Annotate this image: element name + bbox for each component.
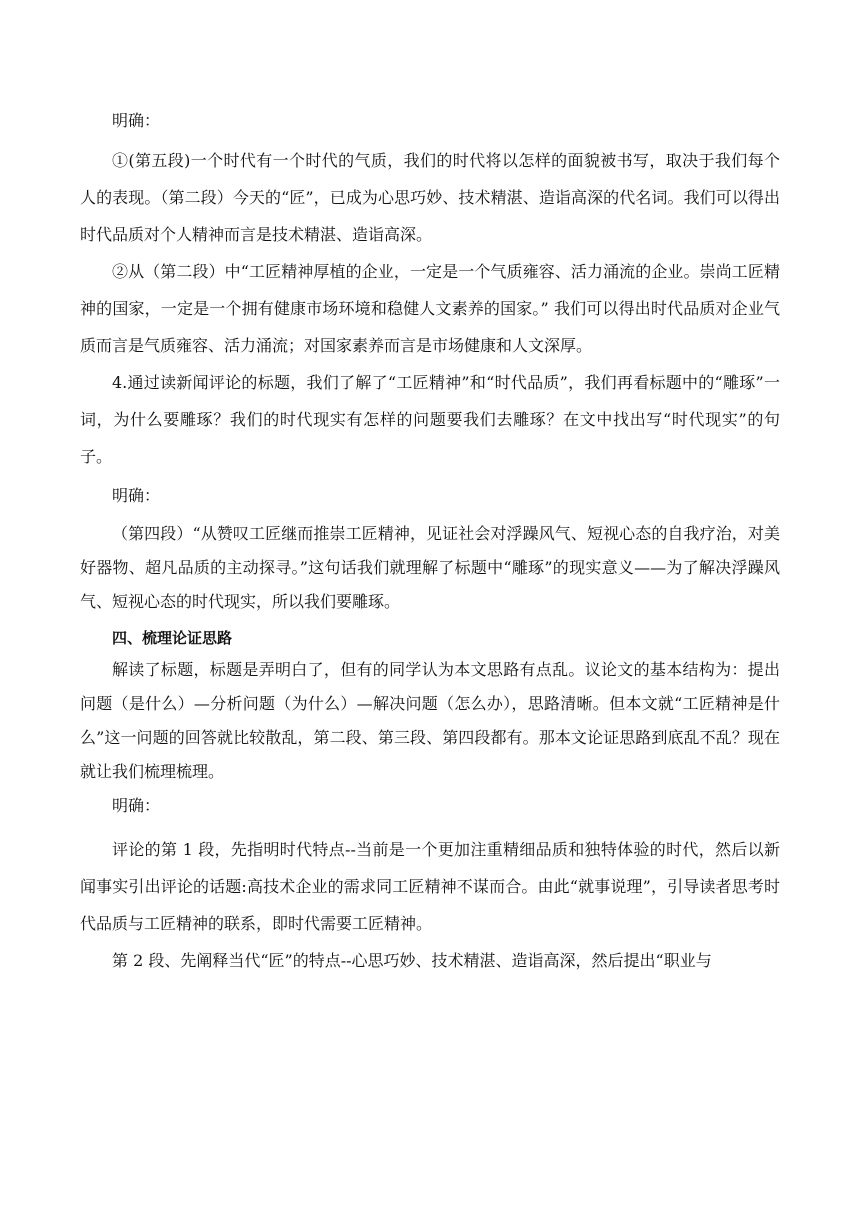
answer-label: 明确： — [112, 486, 161, 505]
question-4: 4.通过读新闻评论的标题，我们了解了“工匠精神”和“时代品质”，我们再看标题中的“雕琢”一词，为什么要雕琢？我们的时代现实有怎样的问题要我们去雕琢？在文中找出写“时代现实”的句子。 — [80, 373, 780, 466]
paragraph-argument-intro: 解读了标题，标题是弄明白了，但有的同学认为本文思路有点乱。议论文的基本结构为：提出问题（是什么）—分析问题（为什么）—解决问题（怎么办），思路清晰。但本文就“工匠精神是什么”这一问题的回答就比较散乱，第二段、第三段、第四段都有。那本文论证思路到底乱不乱？现在就让我们梳理梳理。 — [80, 660, 780, 781]
paragraph-comment-segment-2: 第 2 段、先阐释当代“匠”的特点--心思巧妙、技术精湛、造诣高深，然后提出“职业与 — [112, 951, 712, 970]
answer-label: 明确： — [112, 796, 161, 815]
paragraph-comment-segment-1: 评论的第 1 段，先指明时代特点--当前是一个更加注重精细品质和独特体验的时代，然后以新闻事实引出评论的话题:高技术企业的需求同工匠精神不谋而合。由此“就事说理”，引导读者思考时代品质与工匠精神的联系，即时代需要工匠精神。 — [80, 840, 780, 933]
section-heading: 四、梳理论证思路 — [112, 629, 233, 647]
paragraph-fourth-segment: （第四段）“从赞叹工匠继而推崇工匠精神，见证社会对浮躁风气、短视心态的自我疗治，对美好器物、超凡品质的主动探寻。”这句话我们就理解了标题中“雕琢”的现实意义——为了解决浮躁风气、短视心态的时代现实，所以我们要雕琢。 — [80, 524, 780, 611]
paragraph-second-segment: ②从（第二段）中“工匠精神厚植的企业，一定是一个气质雍容、活力涌流的企业。崇尚工匠精神的国家，一定是一个拥有健康市场环境和稳健人文素养的国家。” 我们可以得出时代品质对企业气质而言是气质雍容、活力涌流；对国家素养而言是市场健康和人文深厚。 — [80, 262, 780, 355]
answer-label: 明确： — [112, 111, 161, 130]
document-body — [80, 104, 780, 979]
paragraph-fifth-segment: ①(第五段)一个时代有一个时代的气质，我们的时代将以怎样的面貌被书写，取决于我们每个人的表现。（第二段）今天的“匠”，已成为心思巧妙、技术精湛、造诣高深的代名词。我们可以得出时代品质对个人精神而言是技术精湛、造诣高深。 — [80, 151, 780, 244]
